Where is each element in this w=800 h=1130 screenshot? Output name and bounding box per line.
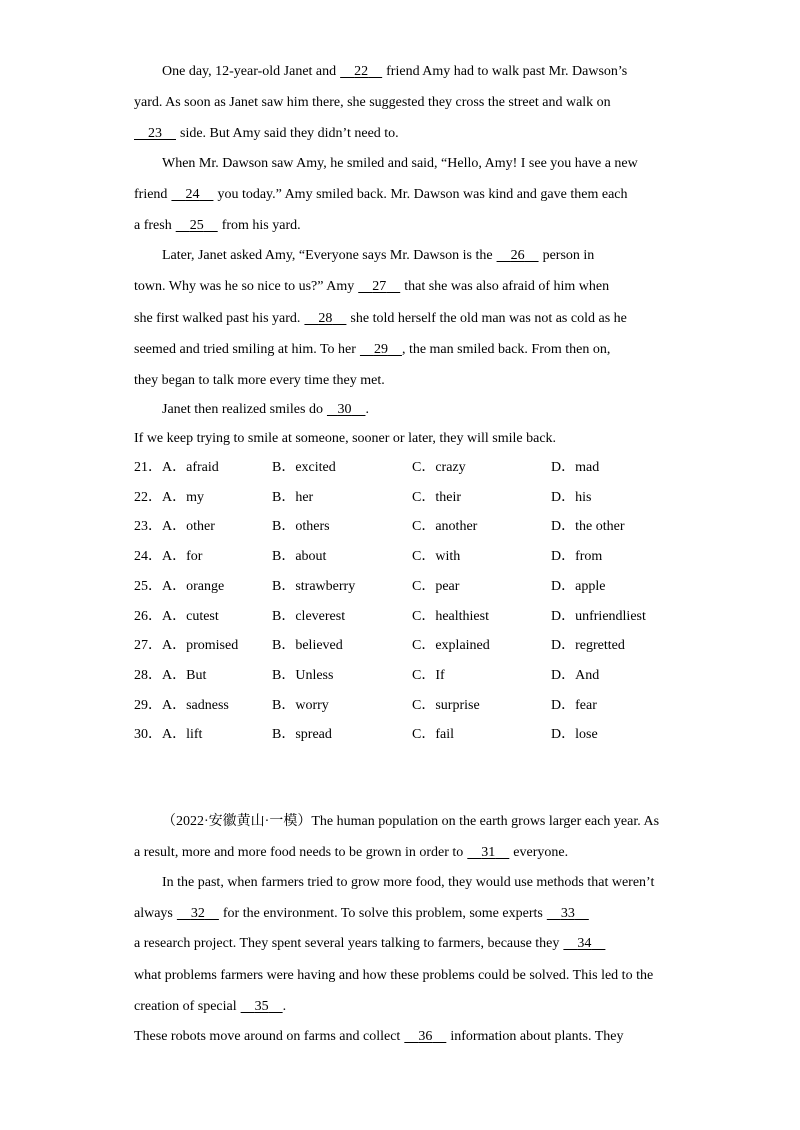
blank-30: 30 xyxy=(337,402,352,417)
option-a[interactable] xyxy=(134,577,224,597)
option-b[interactable]: B．cleverest xyxy=(272,608,346,624)
question-25 xyxy=(134,577,694,597)
question-number: 23． xyxy=(134,519,162,535)
option-b[interactable]: B．about xyxy=(272,549,327,565)
option-d[interactable]: D．mad xyxy=(551,460,600,475)
passage-line: If we keep trying to smile at someone, sooner or later, they will smile back. xyxy=(134,431,557,446)
blank-25: 25 xyxy=(189,218,204,233)
option-a[interactable] xyxy=(134,547,202,567)
question-30 xyxy=(134,725,694,745)
passage-line: yard. As soon as Janet saw him there, she suggested they cross the street and walk on xyxy=(134,95,611,110)
option-a[interactable] xyxy=(134,725,202,745)
question-number: 27． xyxy=(134,638,162,654)
passage-line: One day, 12-year-old Janet and 22 friend Amy had to walk past Mr. Dawson’s xyxy=(162,62,627,82)
option-b[interactable]: B．spread xyxy=(272,727,332,743)
passage-line: friend 24 you today.” Amy smiled back. Mr. Dawson was kind and gave them each xyxy=(134,185,628,205)
option-a[interactable] xyxy=(134,636,238,656)
option-c[interactable]: C．explained xyxy=(412,638,490,654)
blank-33: 33 xyxy=(560,906,575,921)
question-number: 25． xyxy=(134,578,162,594)
option-a[interactable] xyxy=(134,517,215,537)
question-number: 29． xyxy=(134,697,162,713)
option-a[interactable] xyxy=(134,696,229,716)
option-d[interactable]: D．fear xyxy=(551,697,597,713)
option-c[interactable]: C．fail xyxy=(412,727,454,743)
question-number: 24． xyxy=(134,549,162,565)
blank-36: 36 xyxy=(418,1029,433,1044)
passage-line: a result, more and more food needs to be grown in order to 31 everyone. xyxy=(134,843,568,863)
option-a-text: A．promised xyxy=(162,638,239,654)
question-23 xyxy=(134,517,694,537)
passage-line: she first walked past his yard. 28 she told herself the old man was not as cold as he xyxy=(134,309,627,329)
option-b[interactable]: B．strawberry xyxy=(272,578,356,594)
question-number: 22． xyxy=(134,489,162,505)
option-c[interactable]: C．healthiest xyxy=(412,608,489,624)
option-c[interactable]: C．pear xyxy=(412,578,460,594)
option-d[interactable]: D．his xyxy=(551,489,592,505)
blank-35: 35 xyxy=(254,999,269,1014)
option-b[interactable]: B．worry xyxy=(272,697,329,713)
blank-27: 27 xyxy=(372,279,387,294)
option-c[interactable]: C．If xyxy=(412,667,445,683)
option-a[interactable] xyxy=(134,607,219,627)
blank-26: 26 xyxy=(510,248,525,263)
option-a-text: A．orange xyxy=(162,578,225,594)
question-24 xyxy=(134,547,694,567)
passage-line: These robots move around on farms and collect 36 information about plants. They xyxy=(134,1027,623,1047)
blank-22: 22 xyxy=(354,64,369,79)
question-28 xyxy=(134,666,694,686)
passage-line: Later, Janet asked Amy, “Everyone says Mr. Dawson is the 26 person in xyxy=(162,246,594,266)
option-a-text: A．lift xyxy=(162,727,203,743)
question-29 xyxy=(134,696,694,716)
option-a[interactable] xyxy=(134,666,206,686)
option-b[interactable]: B．excited xyxy=(272,460,336,475)
passage-line: a fresh 25 from his yard. xyxy=(134,216,301,236)
blank-29: 29 xyxy=(373,342,388,357)
blank-23: 23 xyxy=(148,126,162,141)
option-d[interactable]: D．regretted xyxy=(551,638,625,654)
blank-32: 32 xyxy=(190,906,205,921)
passage-line: what problems farmers were having and how these problems could be solved. This led to the xyxy=(134,968,654,983)
passage-line: seemed and tried smiling at him. To her 29 , the man smiled back. From then on, xyxy=(134,340,610,360)
option-b[interactable]: B．believed xyxy=(272,638,343,654)
question-21 xyxy=(134,458,694,478)
passage-line: a research project. They spent several years talking to farmers, because they 34 xyxy=(134,934,609,954)
option-a-text: A．sadness xyxy=(162,697,229,713)
option-b[interactable]: B．Unless xyxy=(272,667,334,683)
passage-line: 23 side. But Amy said they didn’t need to. xyxy=(134,124,399,144)
option-d[interactable]: D．apple xyxy=(551,578,606,594)
question-number: 26． xyxy=(134,608,162,624)
question-number: 28． xyxy=(134,667,162,683)
option-a[interactable] xyxy=(134,458,219,478)
option-c[interactable]: C．surprise xyxy=(412,697,480,713)
option-d[interactable]: D．lose xyxy=(551,727,598,743)
passage-line: When Mr. Dawson saw Amy, he smiled and said, “Hello, Amy! I see you have a new xyxy=(162,156,638,171)
option-d[interactable]: D．unfriendliest xyxy=(551,608,646,624)
option-c[interactable]: C．crazy xyxy=(412,460,466,475)
passage-line: Janet then realized smiles do 30 . xyxy=(162,400,369,420)
question-26 xyxy=(134,607,694,627)
option-a-text: A．But xyxy=(162,667,207,683)
option-a-text: A．cutest xyxy=(162,608,219,624)
blank-31: 31 xyxy=(481,845,496,860)
passage-line: In the past, when farmers tried to grow more food, they would use methods that weren’t xyxy=(162,875,655,890)
blank-24: 24 xyxy=(185,187,200,202)
option-c[interactable]: C．with xyxy=(412,549,461,565)
option-d[interactable]: D．And xyxy=(551,667,600,683)
question-number: 21． xyxy=(134,460,162,475)
option-b[interactable]: B．others xyxy=(272,519,330,535)
passage-line: always 32 for the environment. To solve this problem, some experts 33 xyxy=(134,904,593,924)
blank-34: 34 xyxy=(577,936,592,951)
blank-28: 28 xyxy=(318,311,333,326)
option-a[interactable] xyxy=(134,488,204,508)
option-c[interactable]: C．their xyxy=(412,489,461,505)
passage-line: creation of special 35 . xyxy=(134,997,286,1017)
option-a-text: A．my xyxy=(162,489,204,505)
option-d[interactable]: D．the other xyxy=(551,519,625,535)
option-d[interactable]: D．from xyxy=(551,549,603,565)
option-a-text: A．other xyxy=(162,519,215,535)
option-a-text: A．for xyxy=(162,549,203,565)
option-a-text: A．afraid xyxy=(162,460,219,475)
question-27 xyxy=(134,636,694,656)
option-b[interactable]: B．her xyxy=(272,489,314,505)
passage-line: （2022·安徽黄山·一模）The human population on the earth grows larger each year. As xyxy=(162,814,660,829)
question-number: 30． xyxy=(134,727,162,743)
option-c[interactable]: C．another xyxy=(412,519,478,535)
passage-line: town. Why was he so nice to us?” Amy 27 that she was also afraid of him when xyxy=(134,277,609,297)
question-22 xyxy=(134,488,694,508)
passage-line: they began to talk more every time they met. xyxy=(134,373,385,388)
